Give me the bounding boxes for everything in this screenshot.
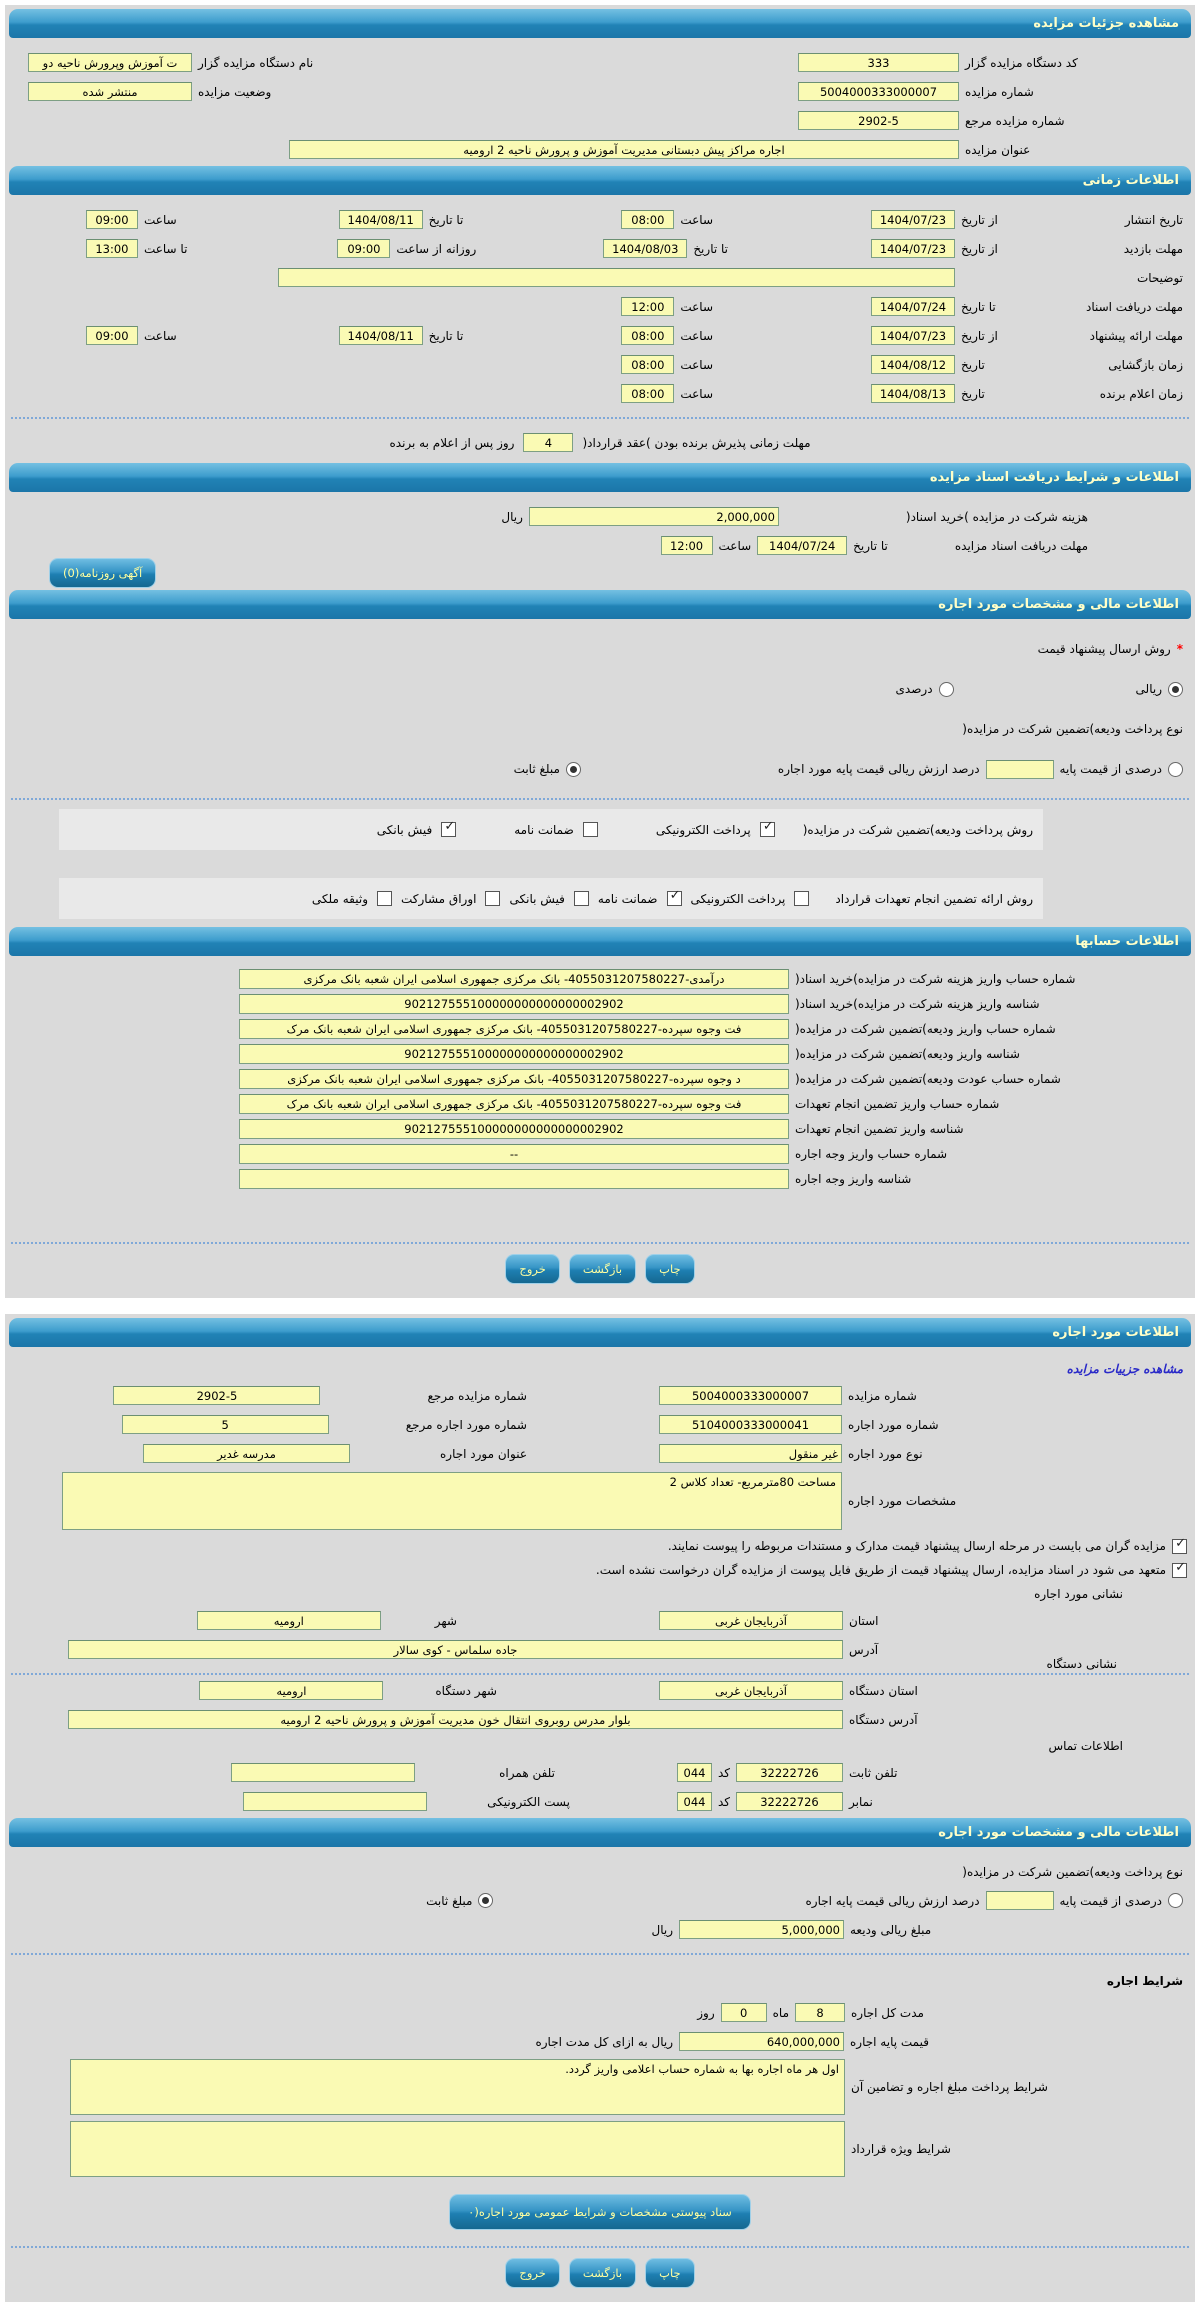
performance-account-input[interactable] [239, 1094, 789, 1114]
row-reference-number [7, 106, 1193, 135]
account-row [7, 1066, 1193, 1091]
pay-terms-row [7, 2056, 1193, 2118]
item-type-label: نوع مورد اجاره [848, 1446, 923, 1461]
lease-months-input[interactable] [795, 2003, 845, 2022]
deposit-type-label: نوع پرداخت ودیعه)تضمین شرکت در مزایده( [962, 722, 1183, 736]
special-terms-textarea[interactable] [70, 2121, 845, 2177]
fax-code-input[interactable] [677, 1792, 712, 1811]
performance-account-label: شماره حساب واریز تضمین انجام تعهدات [795, 1096, 1000, 1111]
docs-deadline-hour-label: ساعت [718, 538, 752, 553]
auction-status-input[interactable] [28, 82, 192, 101]
perf-guarantee-checkbox[interactable] [667, 891, 682, 906]
base-price-unit-label: ریال به ازای کل مدت اجاره [535, 2034, 673, 2049]
auction-ref-input[interactable] [798, 111, 959, 130]
phone-code-label: کد [717, 1765, 730, 1780]
visit-to-label: تا تاریخ [693, 241, 728, 256]
panel1-title: مشاهده جزئیات مزایده [9, 9, 1191, 38]
lease-days-input[interactable] [721, 2003, 767, 2022]
item-title-input[interactable] [143, 1444, 350, 1463]
separator [11, 1953, 1189, 1955]
fee-unit-label: ریال [501, 509, 523, 524]
deposit-amount-label: مبلغ ریالی ودیعه [850, 1922, 932, 1937]
offer-to-time-input[interactable] [86, 326, 138, 345]
publish-to-time-input[interactable] [86, 210, 138, 229]
item-specs-label: مشخصات مورد اجاره [848, 1494, 957, 1508]
print-button2[interactable]: چاپ [645, 2258, 694, 2288]
item-province-label: استان [849, 1613, 879, 1628]
winner-date-label: تاریخ [961, 386, 985, 401]
auction-ref-label2: شماره مزایده مرجع [427, 1388, 527, 1403]
separator [11, 798, 1189, 800]
accept-deadline-row [7, 428, 1193, 457]
panel2-title: اطلاعات مورد اجاره [9, 1318, 1191, 1347]
bidder-org-code-input[interactable] [798, 53, 959, 72]
offer-label: مهلت ارائه پیشنهاد [1089, 328, 1183, 343]
lease-terms-section-label: شرایط اجاره [1106, 1974, 1183, 1988]
winner-announce-row [7, 379, 1193, 408]
winner-label: زمان اعلام برنده [1099, 386, 1183, 401]
time-section-header: اطلاعات زمانی [9, 166, 1191, 195]
org-address-row [7, 1705, 1193, 1734]
fixed-amount-radio[interactable] [566, 762, 581, 777]
rial-radio-label: ریالی [1135, 682, 1162, 696]
financial-section-header: اطلاعات مالی و مشخصات مورد اجاره [9, 590, 1191, 619]
docs-deadline-date-input[interactable] [757, 536, 847, 555]
item-province-input[interactable] [659, 1611, 843, 1630]
visit-until-hour-label: تا ساعت [143, 241, 188, 256]
item-specs-textarea[interactable] [62, 1472, 842, 1530]
org-province-label: استان دستگاه [849, 1683, 918, 1698]
org-city-label: شهر دستگاه [435, 1683, 497, 1698]
deposit-account-label: شماره حساب واریز ودیعه)تضمین شرکت در مزایده( [795, 1021, 1056, 1036]
fax-label: نمابر [849, 1794, 873, 1809]
winner-date-input[interactable] [871, 384, 955, 403]
perf-bonds-checkbox[interactable] [485, 891, 500, 906]
bidder-org-name-input[interactable] [28, 53, 192, 72]
pay-guarantee-checkbox[interactable] [583, 822, 598, 837]
deposit-kind-radio-row2 [7, 1886, 1193, 1915]
contact-section-row [7, 1734, 1193, 1758]
rent-id-label: شناسه واریز وجه اجاره [795, 1171, 912, 1186]
attachments-row [7, 2194, 1193, 2230]
deposit-amount-row [7, 1915, 1193, 1944]
pay-bank-slip-checkbox[interactable] [441, 822, 456, 837]
visit-to-date-input[interactable] [603, 239, 687, 258]
accept-deadline-label: مهلت زمانی پذیرش برنده بودن )عقد قرارداد( [582, 435, 811, 450]
org-province-city-row [7, 1676, 1193, 1705]
publish-to-label: تا تاریخ [428, 212, 464, 227]
row-number-status [7, 77, 1193, 106]
pay-epay-checkbox[interactable] [760, 822, 775, 837]
opening-time-input[interactable] [621, 355, 674, 374]
pct-base-input2[interactable] [986, 1891, 1054, 1910]
days-unit-label: روز [697, 2005, 715, 2020]
email-input[interactable] [243, 1792, 427, 1811]
notes-input[interactable] [278, 268, 955, 287]
docs-deadline-row [7, 531, 1193, 560]
pay-guarantee-label: ضمانت نامه [514, 822, 574, 837]
account-row [7, 1041, 1193, 1066]
visit-daily-from-time-input[interactable] [337, 239, 390, 258]
winner-time-input[interactable] [621, 384, 674, 403]
deposit-amount-input[interactable] [679, 1920, 844, 1939]
docs-receive-deadline-row [7, 292, 1193, 321]
publish-date-row [7, 205, 1193, 234]
row-auction-title [7, 135, 1193, 164]
item-city-input[interactable] [197, 1611, 381, 1630]
fee-deposit-id-label: شناسه واریز هزینه شرکت در مزایده)خرید اسناد( [795, 996, 1040, 1011]
publish-from-time-input[interactable] [621, 210, 674, 229]
special-terms-row [7, 2118, 1193, 2180]
fee-account-input[interactable] [239, 969, 789, 989]
item-title-label: عنوان مورد اجاره [439, 1446, 527, 1461]
fee-input[interactable] [529, 507, 779, 526]
notes-label: توضیحات [1136, 270, 1183, 285]
separator [11, 417, 1189, 419]
perf-bank-slip-label: فیش بانکی [509, 891, 565, 906]
offer-to-label: تا تاریخ [428, 328, 464, 343]
email-label: پست الکترونیکی [487, 1794, 570, 1809]
visit-deadline-row [7, 234, 1193, 263]
financial-section-header2: اطلاعات مالی و مشخصات مورد اجاره [9, 1818, 1191, 1847]
opening-date-input[interactable] [871, 355, 955, 374]
newspaper-ad-button[interactable]: آگهی روزنامه(0) [49, 558, 156, 588]
base-price-input[interactable] [679, 2032, 844, 2051]
note2-row [7, 1558, 1193, 1582]
performance-id-input[interactable] [239, 1119, 789, 1139]
org-city-input[interactable] [199, 1681, 383, 1700]
lease-duration-label: مدت کل اجاره [851, 2005, 924, 2020]
panel2-actions [7, 2258, 1193, 2288]
refund-account-input[interactable] [239, 1069, 789, 1089]
auction-title-input[interactable] [289, 140, 959, 159]
accept-days-input[interactable] [523, 433, 573, 452]
deposit-id-input[interactable] [239, 1044, 789, 1064]
send-method-label: روش ارسال پیشنهاد قیمت [1037, 642, 1171, 656]
visit-daily-to-time-input[interactable] [86, 239, 138, 258]
item-address-label: آدرس [849, 1642, 879, 1657]
auction-number-input2[interactable] [659, 1386, 842, 1405]
offer-hour2-label: ساعت [144, 328, 177, 343]
publish-label: تاریخ انتشار [1124, 212, 1183, 227]
perf-epay-label: پرداخت الکترونیکی [690, 891, 786, 906]
note2-checkbox[interactable] [1172, 1563, 1187, 1578]
offer-from-label: از تاریخ [961, 328, 998, 343]
opening-date-label: تاریخ [961, 357, 985, 372]
org-address-label: آدرس دستگاه [849, 1712, 918, 1727]
deposit-type-row [7, 709, 1193, 749]
docs-deadline-to-label: تا تاریخ [853, 538, 888, 553]
deposit-pay-method-label: روش پرداخت ودیعه)تضمین شرکت در مزایده( [802, 822, 1033, 837]
deposit-type-row2 [7, 1857, 1193, 1886]
separator [11, 1242, 1189, 1244]
deposit-kind-radio-row [7, 749, 1193, 789]
docs-section-header: اطلاعات و شرایط دریافت اسناد مزایده [9, 463, 1191, 492]
account-row [7, 1091, 1193, 1116]
months-unit-label: ماه [772, 2005, 789, 2020]
accounts-section-header: اطلاعات حسابها [9, 927, 1191, 956]
auction-details-panel [5, 5, 1195, 1298]
item-address-section-label: نشانی مورد اجاره [1034, 1587, 1123, 1601]
account-row [7, 1116, 1193, 1141]
fee-row [7, 502, 1193, 531]
item-type-input[interactable] [659, 1444, 842, 1463]
mobile-label: تلفن همراه [499, 1765, 555, 1780]
fax-row [7, 1787, 1193, 1816]
item-ref-label: شماره مورد اجاره مرجع [405, 1417, 527, 1432]
auction-number-label: شماره مزایده [965, 84, 1034, 99]
pct-base-radio-label: درصدی از قیمت پایه [1059, 762, 1162, 776]
back-button2[interactable]: بازگشت [569, 2258, 636, 2288]
performance-guarantee-strip [59, 878, 1043, 919]
docs-receive-to-label: تا تاریخ [961, 299, 996, 314]
pct-base-radio-label2: درصدی از قیمت پایه [1059, 1893, 1162, 1908]
pay-terms-label: شرایط پرداخت مبلغ اجاره و تضامین آن [851, 2080, 1048, 2094]
deposit-account-input[interactable] [239, 1019, 789, 1039]
docs-receive-date-input[interactable] [871, 297, 955, 316]
visit-from-date-input[interactable] [871, 239, 955, 258]
offer-from-date-input[interactable] [871, 326, 955, 345]
account-row [7, 1166, 1193, 1191]
perf-estate-checkbox[interactable] [377, 891, 392, 906]
pct-base-radio[interactable] [1168, 762, 1183, 777]
note1-checkbox[interactable] [1172, 1539, 1187, 1554]
rent-account-label: شماره حساب واریز وجه اجاره [795, 1146, 948, 1161]
item-number-input[interactable] [659, 1415, 842, 1434]
account-row [7, 991, 1193, 1016]
org-address-input[interactable] [68, 1710, 843, 1729]
view-auction-details-link[interactable]: مشاهده جزییات مزایده [1066, 1362, 1183, 1376]
pay-terms-textarea[interactable] [70, 2059, 845, 2115]
docs-receive-hour-label: ساعت [680, 299, 713, 314]
contact-section-label: اطلاعات تماس [1048, 1739, 1123, 1753]
auction-title-label: عنوان مزایده [965, 142, 1031, 157]
org-address-section-label: نشانی دستگاه [1047, 1657, 1123, 1671]
item-city-label: شهر [434, 1613, 457, 1628]
pay-bank-slip-label: فیش بانکی [376, 822, 433, 837]
publish-hour2-label: ساعت [144, 212, 177, 227]
percent-radio-label: درصدی [895, 682, 933, 696]
base-price-label: قیمت پایه اجاره [850, 2034, 929, 2049]
lease-terms-section-row [7, 1964, 1193, 1998]
base-price-row [7, 2027, 1193, 2056]
row-item-numbers [7, 1410, 1193, 1439]
deposit-pay-method-strip [59, 809, 1043, 850]
rent-account-input[interactable] [239, 1144, 789, 1164]
publish-from-label: از تاریخ [961, 212, 998, 227]
fixed-amount-radio-label: مبلغ ثابت [513, 762, 560, 776]
deposit-type-label2: نوع پرداخت ودیعه)تضمین شرکت در مزایده( [962, 1864, 1183, 1879]
performance-method-label: روش ارائه تضمین انجام تعهدات قرارداد [835, 891, 1033, 906]
perf-bonds-label: اوراق مشارکت [401, 891, 477, 906]
bidder-org-code-label: کد دستگاه مزایده گزار [965, 55, 1078, 70]
item-ref-input[interactable] [122, 1415, 329, 1434]
visit-from-label: از تاریخ [961, 241, 998, 256]
docs-deadline-time-input[interactable] [661, 536, 713, 555]
item-number-label: شماره مورد اجاره [848, 1417, 939, 1432]
perf-bank-slip-checkbox[interactable] [574, 891, 589, 906]
account-row [7, 966, 1193, 991]
row-auction-numbers [7, 1381, 1193, 1410]
phone-code-input[interactable] [677, 1763, 712, 1782]
visit-label: مهلت بازدید [1123, 241, 1183, 256]
note1-text: مزایده گران می بایست در مرحله ارسال پیشنهاد قیمت مدارک و مستندات مربوطه را پیوست نمایند. [667, 1539, 1166, 1553]
docs-receive-time-input[interactable] [621, 297, 674, 316]
account-row [7, 1141, 1193, 1166]
pay-epay-label: پرداخت الکترونیکی [655, 822, 751, 837]
offer-to-date-input[interactable] [339, 326, 423, 345]
fee-deposit-id-input[interactable] [239, 994, 789, 1014]
panel1-actions [7, 1254, 1193, 1284]
price-type-radio-row [7, 669, 1193, 709]
publish-to-date-input[interactable] [339, 210, 423, 229]
fee-account-label: شماره حساب واریز هزینه شرکت در مزایده)خرید اسناد( [795, 971, 1076, 986]
required-asterisk: * [1176, 642, 1183, 656]
offer-deadline-row [7, 321, 1193, 350]
org-province-input[interactable] [659, 1681, 843, 1700]
rial-radio[interactable] [1168, 682, 1183, 697]
perf-epay-checkbox[interactable] [794, 891, 809, 906]
docs-deadline-label: مهلت دریافت اسناد مزایده [954, 538, 1088, 553]
view-details-row [7, 1357, 1193, 1381]
mobile-input[interactable] [231, 1763, 415, 1782]
visit-daily-from-label: روزانه از ساعت [396, 241, 477, 256]
deposit-unit-label: ریال [651, 1922, 673, 1937]
perf-guarantee-label: ضمانت نامه [597, 891, 658, 906]
attached-docs-button[interactable]: سناد پیوستی مشخصات و شرایط عمومی مورد اجاره(۰ [449, 2194, 751, 2230]
auction-number-input[interactable] [798, 82, 959, 101]
fax-code-label: کد [717, 1794, 730, 1809]
offer-from-time-input[interactable] [621, 326, 674, 345]
docs-receive-label: مهلت دریافت اسناد [1085, 299, 1183, 314]
publish-hour-label: ساعت [680, 212, 713, 227]
auction-status-label: وضعیت مزایده [198, 84, 272, 99]
opening-time-row [7, 350, 1193, 379]
notes-row [7, 263, 1193, 292]
item-address-input[interactable] [68, 1640, 843, 1659]
fixed-amount-radio2[interactable] [478, 1893, 493, 1908]
opening-label: زمان بازگشایی [1108, 357, 1183, 372]
lease-item-panel [5, 1314, 1195, 2302]
refund-account-label: شماره حساب عودت ودیعه)تضمین شرکت در مزایده( [795, 1071, 1061, 1086]
percent-radio[interactable] [939, 682, 954, 697]
item-address-section-row [7, 1582, 1193, 1606]
fixed-amount-radio-label2: مبلغ ثابت [426, 1893, 473, 1908]
item-province-city-row [7, 1606, 1193, 1635]
auction-ref-input2[interactable] [113, 1386, 320, 1405]
auction-ref-label: شماره مزایده مرجع [965, 113, 1065, 128]
print-button[interactable]: چاپ [645, 1254, 694, 1284]
send-method-row [7, 629, 1193, 669]
perf-estate-label: وثیقه ملکی [311, 891, 369, 906]
bidder-org-name-label: نام دستگاه مزایده گزار [198, 55, 314, 70]
exit-button2[interactable]: خروج [505, 2258, 559, 2288]
pct-desc-label: درصد ارزش ریالی قیمت پایه مورد اجاره [777, 762, 980, 776]
exit-button[interactable]: خروج [505, 1254, 559, 1284]
separator [11, 2246, 1189, 2248]
fax-input[interactable] [736, 1792, 843, 1811]
newspaper-row [7, 558, 1193, 588]
deposit-id-label: شناسه واریز ودیعه)تضمین شرکت در مزایده( [795, 1046, 1020, 1061]
pct-desc-label2: درصد ارزش ریالی قیمت پایه اجاره [805, 1893, 980, 1908]
fee-label: هزینه شرکت در مزایده )خرید اسناد( [905, 509, 1088, 524]
row-item-specs [7, 1468, 1193, 1534]
pct-base-input[interactable] [986, 760, 1054, 779]
row-item-type-title [7, 1439, 1193, 1468]
note2-text: متعهد می شود در اسناد مزایده، ارسال پیشنهاد قیمت از طریق فایل پیوست از مزایده گران درخواست نشده است. [595, 1563, 1166, 1577]
account-row [7, 1016, 1193, 1041]
auction-number-label2: شماره مزایده [848, 1388, 917, 1403]
publish-from-date-input[interactable] [871, 210, 955, 229]
offer-hour-label: ساعت [680, 328, 713, 343]
performance-id-label: شناسه واریز تضمین انجام تعهدات [795, 1121, 964, 1136]
phone-row [7, 1758, 1193, 1787]
phone-label: تلفن ثابت [849, 1765, 898, 1780]
rent-id-input[interactable] [239, 1169, 789, 1189]
back-button[interactable]: بازگشت [569, 1254, 636, 1284]
opening-hour-label: ساعت [680, 357, 713, 372]
winner-hour-label: ساعت [680, 386, 713, 401]
row-code-org [7, 48, 1193, 77]
pct-base-radio2[interactable] [1168, 1893, 1183, 1908]
lease-duration-row [7, 1998, 1193, 2027]
accept-suffix-label: روز پس از اعلام به برنده [389, 435, 515, 450]
note1-row [7, 1534, 1193, 1558]
phone-input[interactable] [736, 1763, 843, 1782]
special-terms-label: شرایط ویژه قرارداد [851, 2142, 951, 2156]
